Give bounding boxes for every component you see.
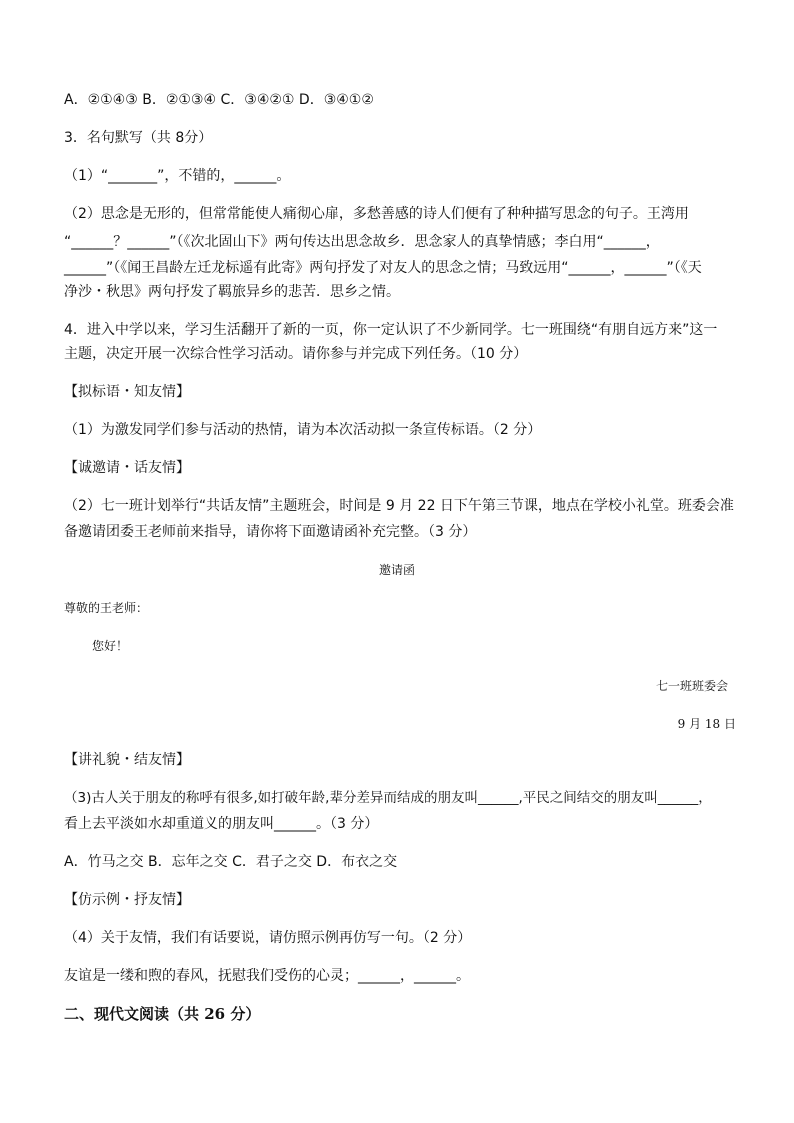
q4-task4-example: 友谊是一缕和煦的春风，抚慰我们受伤的心灵；______，______。 — [64, 968, 470, 984]
q4-task3-options: A．竹马之交 B．忘年之交 C．君子之交 D．布衣之交 — [64, 854, 398, 870]
q4-heading-etiquette: 【讲礼貌・结友情】 — [64, 752, 190, 768]
letter-date: 9 月 18 日 — [677, 717, 736, 731]
q4-intro-line1: 4．进入中学以来，学习生活翻开了新的一页，你一定认识了不少新同学。七一班围绕“有朋自远方来”这一 — [64, 322, 718, 338]
q3-item2-line1: （2）思念是无形的，但常常能使人痛彻心扉，多愁善感的诗人们便有了种种描写思念的句子。王湾用 — [64, 206, 689, 222]
q3-item2-line2: “______？______”（《次北固山下》两句传达出思念故乡．思念家人的真挚情感；李白用“______， — [64, 234, 660, 250]
q4-task4: （4）关于友情，我们有话要说，请仿照示例再仿写一句。（2 分） — [64, 930, 472, 946]
q4-task3-line2: 看上去平淡如水却重道义的朋友叫______。（3 分） — [64, 816, 379, 832]
letter-title: 邀请函 — [378, 563, 415, 577]
letter-salutation: 尊敬的王老师： — [64, 601, 149, 615]
q4-heading-invite: 【诚邀请・话友情】 — [64, 460, 190, 476]
q4-intro-line2: 主题，决定开展一次综合性学习活动。请你参与并完成下列任务。（10 分） — [64, 346, 528, 362]
letter-greeting: 您好！ — [92, 639, 129, 653]
letter-signature: 七一班班委会 — [655, 679, 728, 693]
q3-item2-line4: 净沙・秋思》两句抒发了羁旅异乡的悲苦．思乡之情。 — [64, 284, 400, 300]
q3-title: 3．名句默写（共 8分） — [64, 130, 213, 146]
section2-heading: 二、现代文阅读（共 26 分） — [64, 1005, 261, 1023]
q4-task2-line2: 备邀请团委王老师前来指导，请你将下面邀请函补充完整。（3 分） — [64, 524, 477, 540]
q3-item2-line3: ______”（《闻王昌龄左迁龙标遥有此寄》两句抒发了对友人的思念之情；马致远用“______，______”（《天 — [64, 260, 702, 276]
q2-options: A．②①④③ B．②①③④ C．③④②① D．③④①② — [64, 92, 374, 108]
q4-heading-imitate: 【仿示例・抒友情】 — [64, 892, 190, 908]
q4-task1: （1）为激发同学们参与活动的热情，请为本次活动拟一条宣传标语。（2 分） — [64, 422, 542, 438]
q4-heading-slogan: 【拟标语・知友情】 — [64, 384, 190, 400]
q3-item1: （1）“_______”，不错的，______。 — [64, 168, 291, 184]
q4-task3-line1: （3)古人关于朋友的称呼有很多,如打破年龄,辈分差异而结成的朋友叫______,平民之间结交的朋友叫______， — [64, 790, 712, 806]
q4-task2-line1: （2）七一班计划举行“共话友情”主题班会，时间是 9 月 22 日下午第三节课，地点在学校小礼堂。班委会准 — [64, 498, 734, 514]
